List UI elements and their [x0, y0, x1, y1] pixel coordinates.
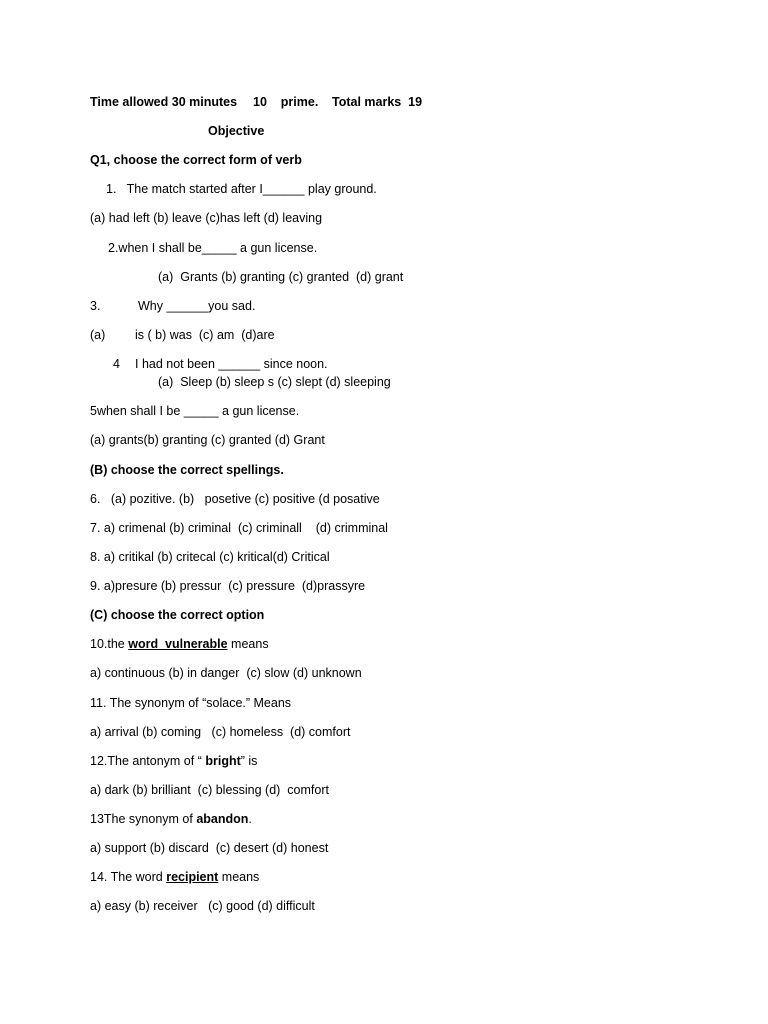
question-2: 2.when I shall be_____ a gun license. [108, 241, 318, 255]
question-14-keyword: recipient [166, 870, 219, 884]
question-14-suffix: means [218, 870, 260, 884]
question-11: 11. The synonym of “solace.” Means [90, 696, 292, 710]
question-13-options: a) support (b) discard (c) desert (d) honest [90, 841, 329, 855]
question-12-options: a) dark (b) brilliant (c) blessing (d) comfort [90, 783, 329, 797]
total-marks: Total marks 19 [332, 95, 423, 109]
section-c-title: (C) choose the correct option [90, 608, 265, 622]
time-allowed: Time allowed 30 minutes [90, 95, 238, 109]
question-10-prefix: 10.the [90, 637, 129, 651]
question-14-prefix: 14. The word [90, 870, 167, 884]
question-10 [90, 636, 269, 652]
question-10-suffix: means [227, 637, 269, 651]
question-6: 6. (a) pozitive. (b) posetive (c) positive (d posative [90, 492, 380, 506]
question-4-number: 4 [113, 357, 120, 371]
section-b-title: (B) choose the correct spellings. [90, 463, 284, 477]
question-12-suffix: ” is [240, 754, 258, 768]
question-4: I had not been ______ since noon. [135, 357, 328, 371]
q1-title: Q1, choose the correct form of verb [90, 153, 302, 167]
question-3: Why ______you sad. [138, 299, 256, 313]
period: 10 prime. [253, 95, 319, 109]
question-3-options: is ( b) was (c) am (d)are [135, 328, 275, 342]
question-3-option-label: (a) [90, 328, 106, 342]
question-3-number: 3. [90, 299, 101, 313]
question-11-options: a) arrival (b) coming (c) homeless (d) comfort [90, 725, 351, 739]
question-14 [90, 869, 259, 885]
question-7: 7. a) crimenal (b) criminal (c) criminall (d) crimminal [90, 521, 388, 535]
question-1-options: (a) had left (b) leave (c)has left (d) leaving [90, 211, 323, 225]
question-10-keyword: word vulnerable [128, 637, 228, 651]
question-10-options: a) continuous (b) in danger (c) slow (d) unknown [90, 666, 362, 680]
question-5-options: (a) grants(b) granting (c) granted (d) Grant [90, 433, 325, 447]
question-8: 8. a) critikal (b) critecal (c) kritical(d) Critical [90, 550, 330, 564]
question-2-options: (a) Grants (b) granting (c) granted (d) grant [158, 270, 404, 284]
question-13-prefix: 13The synonym of [90, 812, 197, 826]
question-12 [90, 753, 257, 769]
question-14-options: a) easy (b) receiver (c) good (d) difficult [90, 899, 315, 913]
question-12-keyword: bright [205, 754, 241, 768]
question-4-options: (a) Sleep (b) sleep s (c) slept (d) sleeping [158, 375, 391, 389]
question-13 [90, 811, 252, 827]
question-13-suffix: . [248, 812, 252, 826]
question-9: 9. a)presure (b) pressur (c) pressure (d)prassyre [90, 579, 366, 593]
question-12-prefix: 12.The antonym of “ [90, 754, 206, 768]
question-5: 5when shall I be _____ a gun license. [90, 404, 300, 418]
question-13-keyword: abandon [196, 812, 249, 826]
section-title: Objective [208, 124, 265, 138]
question-1: 1. The match started after I______ play ground. [106, 182, 377, 196]
